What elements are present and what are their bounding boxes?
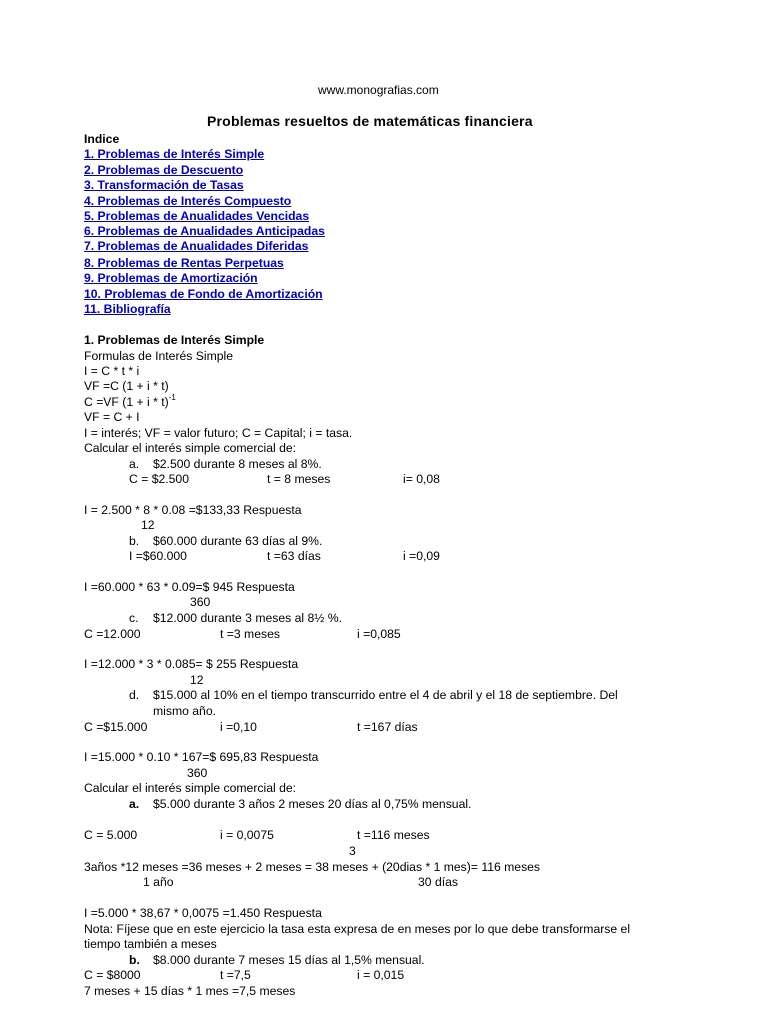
item-c-denominator: 12 [190,673,204,687]
exercise-intro-2: Calcular el interés simple comercial de: [84,781,297,795]
item-d-text-line2: mismo año. [153,704,216,718]
site-header: www.monografias.com [318,83,439,97]
item-c-time: t =3 meses [220,627,280,641]
index-link-anualidades-anticipadas[interactable]: 6. Problemas de Anualidades Anticipadas [84,224,325,238]
exercise-intro: Calcular el interés simple comercial de: [84,441,297,455]
item-b-capital: I =$60.000 [129,549,187,563]
item-b-rate: i =0,09 [403,549,440,563]
item-a2-rate: i = 0,0075 [220,828,274,842]
item-a-rate: i= 0,08 [403,472,440,486]
item-b-result: I =60.000 * 63 * 0.09=$ 945 Respuesta [84,580,295,594]
item-a2-capital: C = 5.000 [84,828,138,842]
item-d-time: t =167 días [357,720,418,734]
item-c-marker: c. [129,611,139,625]
index-link-fondo-amortizacion[interactable]: 10. Problemas de Fondo de Amortización [84,287,323,301]
item-a2-small-number: 3 [349,844,356,858]
item-a2-time: t =116 meses [357,828,430,842]
item-b-marker: b. [129,534,140,548]
index-link-interes-simple[interactable]: 1. Problemas de Interés Simple [84,147,265,161]
note-line1: Nota: Fíjese que en este ejercicio la tasa esta expresa de en meses por lo que debe transformarse el [84,922,631,936]
index-link-amortizacion[interactable]: 9. Problemas de Amortización [84,271,258,285]
item-a2-calculation: 3años *12 meses =36 meses + 2 meses = 38 meses + (20dias * 1 mes)= 116 meses [84,860,541,874]
item-b2-text: $8.000 durante 7 meses 15 días al 1,5% mensual. [153,953,425,967]
item-a2-unit-days: 30 días [418,875,458,889]
item-b2-calculation: 7 meses + 15 días * 1 mes =7,5 meses [84,984,296,998]
item-a-text: $2.500 durante 8 meses al 8%. [153,457,322,471]
item-d-denominator: 360 [187,766,208,780]
note-line2: tiempo también a meses [84,937,217,951]
formula-capital [84,392,176,410]
item-d-marker: d. [129,688,140,702]
index-link-anualidades-diferidas[interactable]: 7. Problemas de Anualidades Diferidas [84,239,309,253]
item-d-text-line1: $15.000 al 10% en el tiempo transcurrido entre el 4 de abril y el 18 de septiembre. Del [153,688,618,702]
item-b-text: $60.000 durante 63 días al 9%. [153,534,323,548]
formula-sum: VF = C + I [84,410,140,424]
item-b-time: t =63 días [267,549,321,563]
formula-legend: I = interés; VF = valor futuro; C = Capital; i = tasa. [84,426,353,440]
item-d-result: I =15.000 * 0.10 * 167=$ 695,83 Respuesta [84,750,319,764]
item-c-rate: i =0,085 [357,627,401,641]
item-a-result: I = 2.500 * 8 * 0.08 =$133,33 Respuesta [84,503,302,517]
item-d-rate: i =0,10 [220,720,257,734]
formula-capital-exponent: -1 [168,392,176,402]
item-c-text: $12.000 durante 3 meses al 8½ %. [153,611,343,625]
item-a2-text: $5.000 durante 3 años 2 meses 20 días al 0,75% mensual. [153,797,472,811]
index-link-rentas-perpetuas[interactable]: 8. Problemas de Rentas Perpetuas [84,256,284,270]
item-a-marker: a. [129,457,140,471]
formula-capital-base: C =VF (1 + i * t) [84,395,169,409]
item-a-time: t = 8 meses [267,472,331,486]
item-b2-rate: i = 0,015 [357,968,405,982]
index-link-bibliografia[interactable]: 11. Bibliografía [84,302,171,316]
index-link-anualidades-vencidas[interactable]: 5. Problemas de Anualidades Vencidas [84,209,310,223]
index-link-interes-compuesto[interactable]: 4. Problemas de Interés Compuesto [84,194,292,208]
formula-future-value: VF =C (1 + i * t) [84,379,169,393]
index-heading: Indice [84,132,120,146]
formulas-title: Formulas de Interés Simple [84,349,234,363]
item-b2-time: t =7,5 [220,968,251,982]
page-title: Problemas resueltos de matemáticas financiera [207,113,533,129]
item-a2-marker: a. [129,797,140,811]
section-heading: 1. Problemas de Interés Simple [84,333,265,347]
item-a2-result: I =5.000 * 38,67 * 0,0075 =1.450 Respuesta [84,906,322,920]
formula-interest: I = C * t * i [84,364,140,378]
item-d-capital: C =$15.000 [84,720,148,734]
item-a-denominator: 12 [141,518,155,532]
item-c-result: I =12.000 * 3 * 0.085= $ 255 Respuesta [84,657,299,671]
index-link-descuento[interactable]: 2. Problemas de Descuento [84,163,244,177]
item-b2-marker: b. [129,953,140,967]
item-b-denominator: 360 [190,595,211,609]
item-c-capital: C =12.000 [84,627,141,641]
item-a-capital: C = $2.500 [129,472,189,486]
item-a2-unit-year: 1 año [143,875,174,889]
item-b2-capital: C = $8000 [84,968,141,982]
index-link-transformacion-tasas[interactable]: 3. Transformación de Tasas [84,178,244,192]
